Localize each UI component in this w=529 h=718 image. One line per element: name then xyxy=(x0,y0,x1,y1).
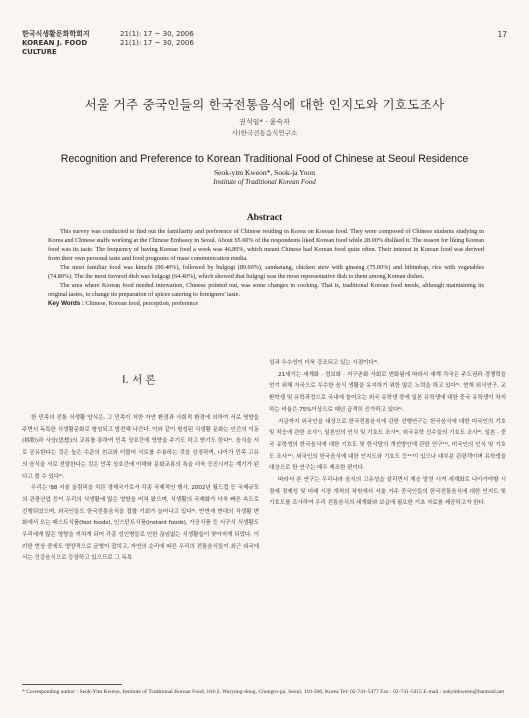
abstract-paragraph: The most familiar food was kimchi (90.40%), followed by bulgogi (89.60%), samketang, chicken stew with ginseng (75.60%) and bibimbap, rice with vegetables (74.80%). The the most favored dish was bulgogi (64.40%), which showed that bulgogi was the most representative dish to them among Korean dishes. xyxy=(48,264,484,281)
journal-name-ko: 한국식생활문화학회지 xyxy=(22,30,90,38)
journal-volume-ko: 21(1): 17 ~ 30, 2006 xyxy=(120,30,194,38)
body-paragraph: 21세기는 세계화 · 정보화 · 지구촌화 사회로 변화됨에 따라서 세계 각국은 주도권과 경쟁력을 얻기 위해 자국으로 우수한 음식 생활을 유지하기 위한 많은 노력을 하고 있다⁵⁾. 현재 외식연구, 교환학생 및 유학과정으로 국내에 들어오는 외국 유학생 중에 일본 유학생에 대한 중국 유학생이 차지하는 비율은 75%이상으로 매년 급격히 증가하고 있다⁶⁾. xyxy=(269,371,506,413)
abstract-paragraph: This survey was conducted to find out the familiarity and preference of Chinese residing in Korea on Korean food. They were composed of Chinese students studying in Korea and Chinese staffs working at the Chinese Embassy in Seoul. About 65.60% of the respondents liked Korean food while 28.00% disliked it. The reason for liking Korean food was its taste. The frequency of having Korean food a week was 46.80%, which meant Chinese had Korean food quite often. Their interest in Korean food was derived from their own personal taste and food programs of mass communication media. xyxy=(48,228,484,263)
body-column-left xyxy=(22,413,259,565)
journal-name-en: KOREAN J. FOOD CULTURE xyxy=(22,39,88,56)
corresponding-author-footnote: * Corresponding author : Seok-Yim Kweon, Institute of Traditional Korean Food, 164-2, Waryong-dong, Chongro-gu, Seoul, 110-360, Korea Tel: 02-741-5477 Fax : 02-741-5415 E-mail : sokymkweon@hanmail.net xyxy=(22,689,505,695)
body-paragraph: 지금까지 외국인을 대상으로 한국전통음식에 관한 선행연구는 한국음식에 대한 미국인의 기호 및 적응에 관한 조사⁷⁾, 일본인의 인식 및 기호도 조사⁸⁾, 외국유학 선수들의 기호도 조사⁹⁾, 일본 · 중국 유학생의 한국음식에 대한 기호도 및 한식당의 개선방안에 관한 연구¹⁰⁾, 미국인의 인식 및 기호도 조사¹¹⁾, 외국인의 한국음식에 대한 인지도와 기호도 등¹²⁾이 있으나 대부분 관광객이며 유학생을 대상으로 한 연구는 매우 제조한 편이다. xyxy=(269,418,506,472)
title-english: Recognition and Preference to Korean Traditional Food of Chinese at Seoul Residence xyxy=(60,153,469,165)
footnote-divider xyxy=(22,684,122,685)
body-paragraph: 성과 우수성이 더욱 강조되고 있는 시점이다⁴⁾. xyxy=(269,360,379,366)
abstract-body xyxy=(48,227,484,308)
journal-header xyxy=(22,30,194,57)
page-number: 17 xyxy=(497,30,507,39)
authors-english: Seok-yim Kweon*, Sook-ja Yoon xyxy=(213,168,316,177)
journal-volume-en: 21(1): 17 ~ 30, 2006 xyxy=(120,39,194,47)
body-paragraph: 따라서 본 연구는 우리나라 음식의 고유성을 살리면서 계승 발전 시켜 세계화로 나아가야할 시점에 경제성 및 미래 시장 개척의 차원에서 서울 거주 중국인들의 한국전통음식에 대한 인지도 및 기호도를 조사하여 우리 전통음식의 세계화와 보급에 필요한 기초 자료를 제공하고자 한다. xyxy=(269,477,506,507)
affiliation-korean: 사)한국전통음식연구소 xyxy=(231,129,298,137)
body-paragraph: 한 민족의 전통 식생활 양식은, 그 민족이 처한 자연 환경과 사회적 환경에 의하여 서로 영향을 주면서 독특한 식생활문화로 형성되고 발전해 나간다. 이와 같이 형성된 식생활 문화는 인간의 이동(移動)과 사상(思想)의 교류를 통하여 민족 상호간에 영향을 주기도 하고 받기도 한다¹⁾. 음식을 서로 공유한다는 것은 높은 수준의 친교와 더불어 서로를 수용하는 것을 상징하며, 나아가 민족 고유의 음식을 서로 전달한다는 것은 민족 상호간에 이해와 문화교류의 폭을 더욱 증진시키는 계기가 된다고 볼 수 있다²⁾. xyxy=(22,415,259,480)
affiliation-english: Institute of Traditional Korean Food xyxy=(213,178,316,186)
body-column-right xyxy=(269,358,506,510)
abstract-heading: Abstract xyxy=(246,213,283,223)
title-korean: 서울 거주 중국인들의 한국전통음식에 대한 인지도와 기호도조사 xyxy=(84,97,445,112)
keywords xyxy=(48,299,484,308)
keywords-label: Key Words : xyxy=(48,300,84,308)
abstract-paragraph: The area where Korean food needed innovation, Chinese pointed out, was some changes in cooking. That is, traditional Korean food needs, although maintaining its original tastes, to change its preparation of spices catering to foreigners' taste. xyxy=(48,282,484,299)
authors-korean: 권석임* · 윤숙자 xyxy=(239,118,290,126)
section-heading-introduction: I. 서 론 xyxy=(122,374,156,386)
keywords-text: Chinese, Korean food, perception, preference xyxy=(85,300,199,308)
body-paragraph: 우리는 '88 서울 올림픽을 치른 경제국가로서 각종 국제적인 행사, 2002년 월드컵 등 국제규모의 관광산업 등이 우리의 식생활에 많은 영향을 미쳐 왔으며, 식생활의 국제화가 더욱 빠른 속도로 진행되었으며, 외국인들도 한국전통음식을 접할 기회가 늘어나고 있다³⁾. 반면에 현대의 식생활 변화에서 오는 패스트식품(fast foods), 인스턴트식품(instant foods), 가공식품 등 서구식 식생활도 우리에게 많은 영향을 끼치게 되어 각종 성인병들로 인한 끊임없는 식생활들이 찾아지게 되었다. 이러한 현상 중에도 영양적으로 균형이 잡히고, 자연의 순리에 따른 우리의 전통음식들이 최근 외국에서는 건강음식으로 등장하고 있으므로 그 독특 xyxy=(22,485,259,562)
